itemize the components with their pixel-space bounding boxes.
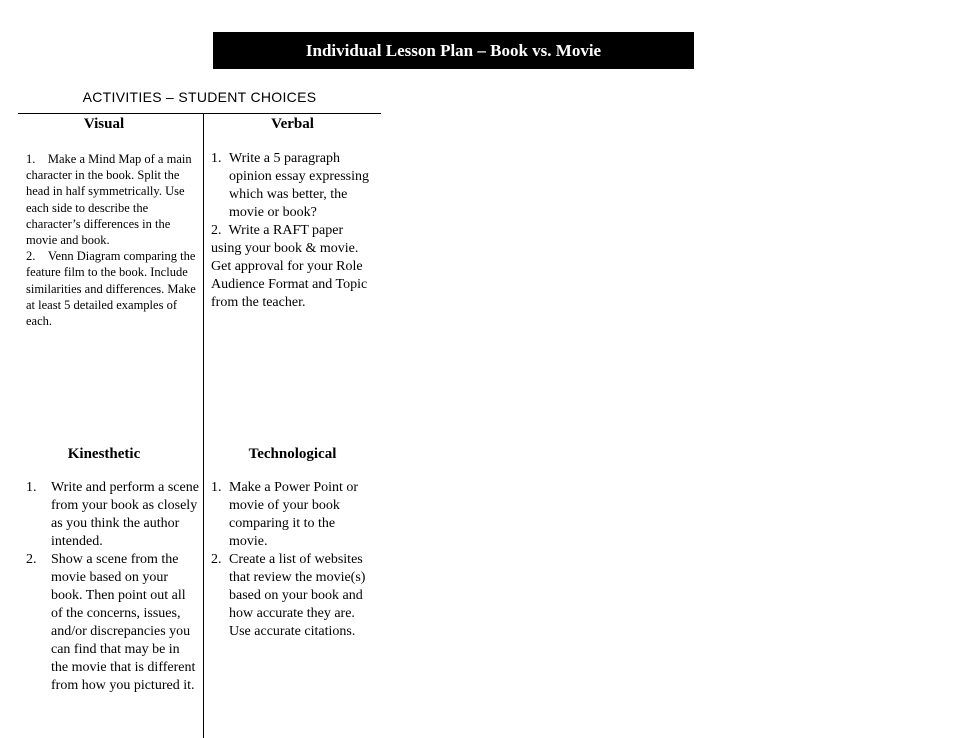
kinesthetic-item-1: [26, 479, 200, 551]
kinesthetic-item-2-text: Show a scene from the movie based on your book. Then point out all of the concerns, issues, and/or discrepancies you can find that may be in the movie that is different from how you pictured it.: [51, 552, 196, 693]
visual-item-2-text: Venn Diagram comparing the feature film to the book. Include similarities and differences. Make at least 5 detailed examples of each.: [26, 249, 196, 329]
lesson-plan-title-text: Individual Lesson Plan – Book vs. Movie: [305, 40, 602, 60]
kinesthetic-item-2: [26, 551, 200, 695]
visual-item-1-number: 1.: [26, 152, 36, 166]
visual-cell: [26, 151, 198, 329]
technological-heading: Technological: [248, 446, 337, 462]
visual-item-1: [26, 151, 198, 248]
visual-item-2-number: 2.: [26, 249, 36, 264]
technological-item-1-number: 1.: [211, 480, 222, 495]
verbal-item-1: [211, 150, 371, 222]
kinesthetic-heading: Kinesthetic: [67, 446, 141, 462]
table-center-rule: [203, 113, 204, 738]
visual-item-2: [26, 248, 198, 329]
verbal-item-2-number: 2.: [211, 223, 222, 238]
verbal-item-2-text: Write a RAFT paper using your book & movie. Get approval for your Role Audience Format and Topic from the teacher.: [211, 223, 368, 310]
visual-heading: Visual: [83, 116, 125, 132]
kinesthetic-cell: [26, 479, 200, 695]
visual-item-1-text: Make a Mind Map of a main character in the book. Split the head in half symmetrically. Use each side to describe the character’s differences in the movie and book.: [26, 152, 192, 248]
activities-heading: ACTIVITIES – STUDENT CHOICES: [82, 89, 317, 105]
technological-item-2: [211, 551, 375, 641]
technological-item-1-text: Make a Power Point or movie of your book comparing it to the movie.: [229, 480, 359, 549]
technological-item-2-number: 2.: [211, 552, 222, 567]
verbal-item-1-number: 1.: [211, 151, 222, 166]
technological-item-2-text: Create a list of websites that review the movie(s) based on your book and how accurate they are. Use accurate citations.: [229, 552, 366, 639]
table-top-rule: [18, 113, 381, 114]
kinesthetic-item-1-number: 1.: [26, 480, 37, 495]
verbal-cell: [211, 150, 371, 312]
technological-cell: [211, 479, 375, 641]
verbal-item-1-text: Write a 5 paragraph opinion essay expressing which was better, the movie or book?: [229, 151, 369, 220]
kinesthetic-item-1-text: Write and perform a scene from your book as closely as you think the author intended.: [51, 480, 199, 549]
verbal-item-2: [211, 222, 371, 312]
lesson-plan-title: [213, 32, 694, 69]
kinesthetic-item-2-number: 2.: [26, 552, 37, 567]
verbal-heading: Verbal: [271, 116, 314, 132]
technological-item-1: [211, 479, 375, 551]
